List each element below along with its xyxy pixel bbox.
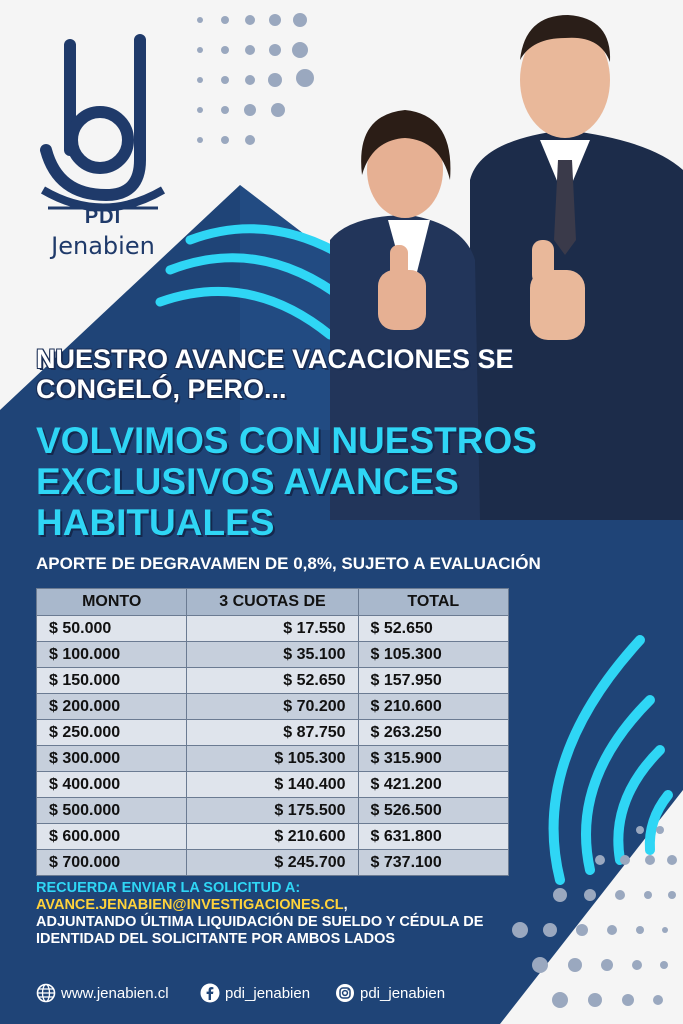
table-row [37, 850, 509, 876]
social-facebook[interactable] [200, 982, 310, 1004]
table-row [37, 746, 509, 772]
cell-cuotas: $ 245.700 [187, 850, 358, 876]
social-web[interactable] [36, 982, 169, 1004]
header-cuotas: 3 CUOTAS DE [187, 589, 358, 616]
cell-total: $ 631.800 [358, 824, 508, 850]
cell-cuotas: $ 17.550 [187, 616, 358, 642]
logo-name: Jenabien [51, 232, 155, 260]
facebook-icon [200, 983, 220, 1003]
table-row [37, 642, 509, 668]
web-link[interactable]: www.jenabien.cl [61, 984, 169, 1002]
cell-total: $ 315.900 [358, 746, 508, 772]
table-row [37, 694, 509, 720]
cell-total: $ 105.300 [358, 642, 508, 668]
cell-total: $ 157.950 [358, 668, 508, 694]
cell-monto: $ 300.000 [37, 746, 187, 772]
cell-monto: $ 50.000 [37, 616, 187, 642]
instagram-handle[interactable]: pdi_jenabien [360, 984, 446, 1002]
table-row [37, 668, 509, 694]
cell-total: $ 52.650 [358, 616, 508, 642]
footer-line3: ADJUNTANDO ÚLTIMA LIQUIDACIÓN DE SUELDO Y CÉDULA DE IDENTIDAD DEL SOLICITANTE POR AMBOS LADOS [36, 914, 484, 947]
cell-monto: $ 150.000 [37, 668, 187, 694]
instagram-icon [335, 983, 355, 1003]
table-row [37, 720, 509, 746]
cell-cuotas: $ 87.750 [187, 720, 358, 746]
cell-total: $ 263.250 [358, 720, 508, 746]
cell-cuotas: $ 52.650 [187, 668, 358, 694]
cell-monto: $ 600.000 [37, 824, 187, 850]
cell-total: $ 421.200 [358, 772, 508, 798]
cell-cuotas: $ 70.200 [187, 694, 358, 720]
cell-cuotas: $ 140.400 [187, 772, 358, 798]
headline: NUESTRO AVANCE VACACIONES SE CONGELÓ, PERO... [36, 344, 514, 404]
table-row [37, 798, 509, 824]
cell-monto: $ 400.000 [37, 772, 187, 798]
cell-monto: $ 500.000 [37, 798, 187, 824]
footer-comma: , [343, 897, 348, 913]
footer-line1: RECUERDA ENVIAR LA SOLICITUD A: [36, 880, 301, 896]
globe-icon [36, 983, 56, 1003]
rates-table [36, 588, 509, 876]
table-row [37, 772, 509, 798]
cell-monto: $ 200.000 [37, 694, 187, 720]
subtitle: APORTE DE DEGRAVAMEN DE 0,8%, SUJETO A EVALUACIÓN [36, 554, 541, 573]
cell-total: $ 737.100 [358, 850, 508, 876]
header-total: TOTAL [358, 589, 508, 616]
cell-monto: $ 700.000 [37, 850, 187, 876]
cell-cuotas: $ 35.100 [187, 642, 358, 668]
social-instagram[interactable] [335, 982, 445, 1004]
table-header-row [37, 589, 509, 616]
headline-secondary: VOLVIMOS CON NUESTROS EXCLUSIVOS AVANCES HABITUALES [36, 420, 537, 543]
table-row [37, 616, 509, 642]
cell-total: $ 210.600 [358, 694, 508, 720]
cell-cuotas: $ 105.300 [187, 746, 358, 772]
cell-total: $ 526.500 [358, 798, 508, 824]
cell-cuotas: $ 210.600 [187, 824, 358, 850]
cell-monto: $ 100.000 [37, 642, 187, 668]
contact-email[interactable]: AVANCE.JENABIEN@INVESTIGACIONES.CL [36, 897, 344, 913]
cell-monto: $ 250.000 [37, 720, 187, 746]
cell-cuotas: $ 175.500 [187, 798, 358, 824]
header-monto: MONTO [37, 589, 187, 616]
footer-instructions [36, 880, 516, 948]
logo-sub: PDI [84, 206, 122, 228]
facebook-handle[interactable]: pdi_jenabien [225, 984, 311, 1002]
table-row [37, 824, 509, 850]
